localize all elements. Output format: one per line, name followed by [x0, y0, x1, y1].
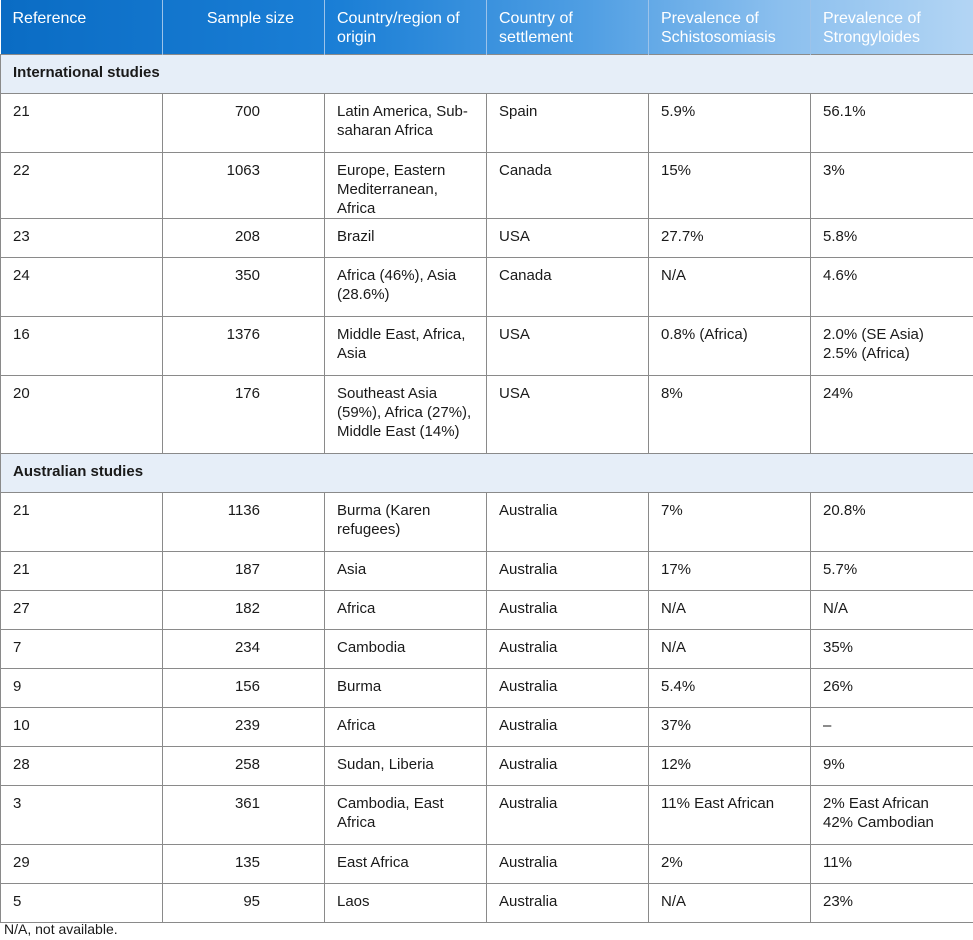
table-row: [1, 629, 973, 668]
cell-reference: 21: [1, 551, 163, 590]
cell-sample-size: 234: [163, 629, 325, 668]
cell-origin: Africa (46%), Asia (28.6%): [325, 257, 487, 316]
cell-sample-size: 258: [163, 746, 325, 785]
table-row: [1, 551, 973, 590]
cell-origin: East Africa: [325, 844, 487, 883]
cell-schistosomiasis: 11% East African: [649, 785, 811, 844]
cell-schistosomiasis: 2%: [649, 844, 811, 883]
cell-reference: 22: [1, 152, 163, 218]
cell-schistosomiasis: 5.4%: [649, 668, 811, 707]
cell-sample-size: 208: [163, 218, 325, 257]
cell-origin: Cambodia, East Africa: [325, 785, 487, 844]
cell-sample-size: 350: [163, 257, 325, 316]
header-settlement: Country of settlement: [487, 0, 649, 54]
section-row-international: [1, 54, 973, 93]
header-strongyloides: Prevalence of Strongyloides: [811, 0, 973, 54]
cell-settlement: USA: [487, 375, 649, 453]
cell-reference: 7: [1, 629, 163, 668]
cell-reference: 16: [1, 316, 163, 375]
cell-sample-size: 1376: [163, 316, 325, 375]
cell-origin: Africa: [325, 707, 487, 746]
cell-origin: Sudan, Liberia: [325, 746, 487, 785]
header-schistosomiasis: Prevalence of Schistosomiasis: [649, 0, 811, 54]
cell-strongyloides: 9%: [811, 746, 973, 785]
cell-origin: Middle East, Africa, Asia: [325, 316, 487, 375]
cell-settlement: Australia: [487, 746, 649, 785]
cell-reference: 29: [1, 844, 163, 883]
cell-origin: Europe, Eastern Mediterranean, Africa: [325, 152, 487, 218]
cell-origin: Cambodia: [325, 629, 487, 668]
table-row: [1, 492, 973, 551]
cell-schistosomiasis: 27.7%: [649, 218, 811, 257]
table-row: [1, 844, 973, 883]
cell-strongyloides: 3%: [811, 152, 973, 218]
cell-reference: 21: [1, 492, 163, 551]
cell-settlement: Australia: [487, 844, 649, 883]
table-row: [1, 257, 973, 316]
table-row: [1, 707, 973, 746]
cell-strongyloides: 4.6%: [811, 257, 973, 316]
table-row: [1, 375, 973, 453]
cell-schistosomiasis: 8%: [649, 375, 811, 453]
cell-strongyloides: 24%: [811, 375, 973, 453]
cell-strongyloides: N/A: [811, 590, 973, 629]
cell-origin: Burma (Karen refugees): [325, 492, 487, 551]
cell-sample-size: 156: [163, 668, 325, 707]
cell-reference: 27: [1, 590, 163, 629]
header-origin: Country/region of origin: [325, 0, 487, 54]
header-reference: Reference: [1, 0, 163, 54]
cell-settlement: Australia: [487, 707, 649, 746]
cell-sample-size: 187: [163, 551, 325, 590]
cell-sample-size: 1136: [163, 492, 325, 551]
cell-reference: 20: [1, 375, 163, 453]
cell-settlement: Canada: [487, 257, 649, 316]
cell-sample-size: 700: [163, 93, 325, 152]
cell-settlement: Australia: [487, 492, 649, 551]
cell-settlement: Australia: [487, 629, 649, 668]
cell-origin: Laos: [325, 883, 487, 922]
cell-reference: 9: [1, 668, 163, 707]
table-footnote: N/A, not available.: [4, 921, 118, 937]
cell-strongyloides: 5.7%: [811, 551, 973, 590]
cell-schistosomiasis: 0.8% (Africa): [649, 316, 811, 375]
cell-strongyloides: 35%: [811, 629, 973, 668]
cell-settlement: Spain: [487, 93, 649, 152]
cell-strongyloides: 56.1%: [811, 93, 973, 152]
table-row: [1, 883, 973, 922]
cell-origin: Asia: [325, 551, 487, 590]
cell-sample-size: 176: [163, 375, 325, 453]
cell-strongyloides: 23%: [811, 883, 973, 922]
cell-origin: Latin America, Sub-saharan Africa: [325, 93, 487, 152]
cell-schistosomiasis: N/A: [649, 883, 811, 922]
cell-schistosomiasis: 17%: [649, 551, 811, 590]
cell-schistosomiasis: N/A: [649, 257, 811, 316]
cell-schistosomiasis: 15%: [649, 152, 811, 218]
section-title: International studies: [1, 54, 973, 93]
table-header-row: [1, 0, 973, 54]
section-row-australian: [1, 453, 973, 492]
cell-settlement: Australia: [487, 668, 649, 707]
cell-reference: 28: [1, 746, 163, 785]
cell-schistosomiasis: N/A: [649, 629, 811, 668]
cell-schistosomiasis: 5.9%: [649, 93, 811, 152]
cell-settlement: Australia: [487, 590, 649, 629]
cell-strongyloides: 20.8%: [811, 492, 973, 551]
table-row: [1, 316, 973, 375]
cell-sample-size: 239: [163, 707, 325, 746]
table-row: [1, 590, 973, 629]
cell-schistosomiasis: 37%: [649, 707, 811, 746]
table-row: [1, 152, 973, 218]
cell-reference: 21: [1, 93, 163, 152]
section-title: Australian studies: [1, 453, 973, 492]
cell-sample-size: 361: [163, 785, 325, 844]
cell-strongyloides: 5.8%: [811, 218, 973, 257]
header-sample-size: Sample size: [163, 0, 325, 54]
cell-settlement: Canada: [487, 152, 649, 218]
cell-strongyloides: 26%: [811, 668, 973, 707]
cell-origin: Southeast Asia (59%), Africa (27%), Middle East (14%): [325, 375, 487, 453]
cell-settlement: USA: [487, 316, 649, 375]
table-row: [1, 218, 973, 257]
cell-reference: 10: [1, 707, 163, 746]
cell-sample-size: 95: [163, 883, 325, 922]
cell-reference: 24: [1, 257, 163, 316]
cell-schistosomiasis: 7%: [649, 492, 811, 551]
cell-strongyloides: –: [811, 707, 973, 746]
cell-schistosomiasis: N/A: [649, 590, 811, 629]
cell-origin: Burma: [325, 668, 487, 707]
cell-settlement: USA: [487, 218, 649, 257]
cell-settlement: Australia: [487, 551, 649, 590]
table-row: [1, 746, 973, 785]
cell-origin: Africa: [325, 590, 487, 629]
cell-strongyloides: 2.0% (SE Asia) 2.5% (Africa): [811, 316, 973, 375]
cell-strongyloides: 2% East African 42% Cambodian: [811, 785, 973, 844]
cell-schistosomiasis: 12%: [649, 746, 811, 785]
table-row: [1, 668, 973, 707]
cell-origin: Brazil: [325, 218, 487, 257]
cell-settlement: Australia: [487, 883, 649, 922]
table-row: [1, 785, 973, 844]
table-row: [1, 93, 973, 152]
cell-sample-size: 135: [163, 844, 325, 883]
cell-strongyloides: 11%: [811, 844, 973, 883]
cell-sample-size: 182: [163, 590, 325, 629]
cell-reference: 5: [1, 883, 163, 922]
cell-settlement: Australia: [487, 785, 649, 844]
cell-reference: 23: [1, 218, 163, 257]
cell-sample-size: 1063: [163, 152, 325, 218]
cell-reference: 3: [1, 785, 163, 844]
